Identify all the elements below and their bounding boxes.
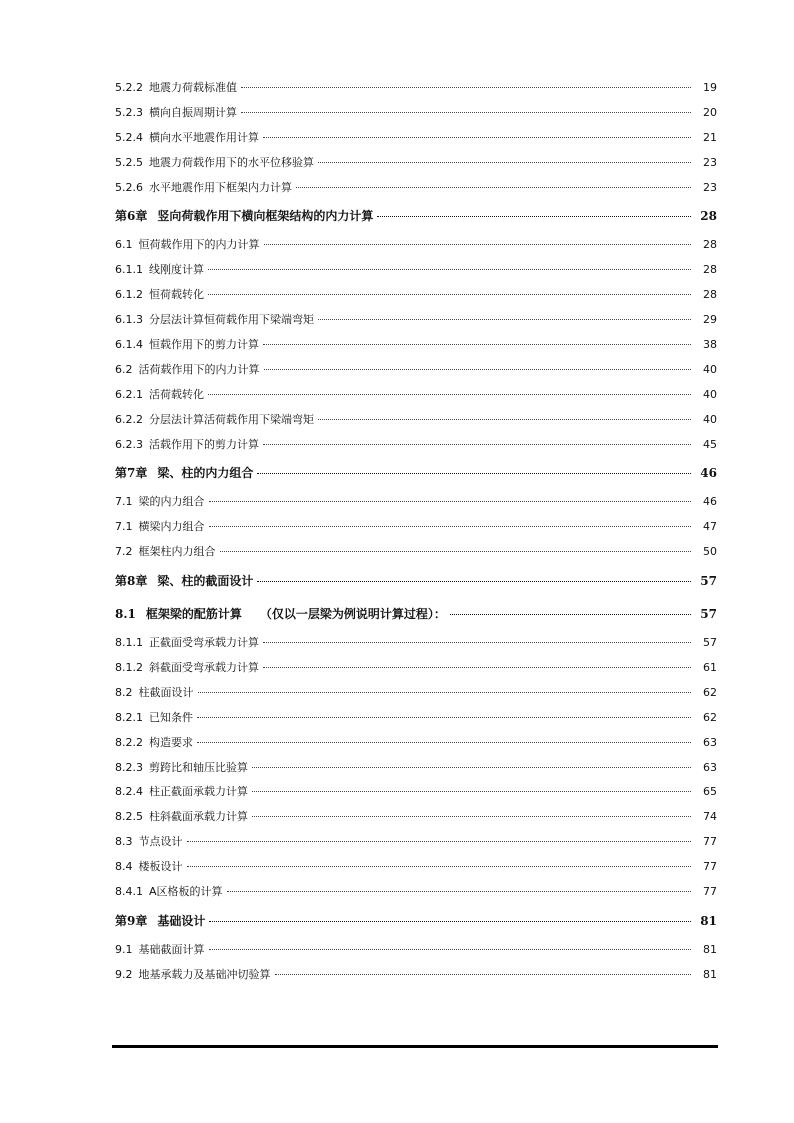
toc-chapter-entry[interactable] (115, 598, 717, 631)
toc-entry-number: 8.3 (115, 835, 133, 849)
toc-entry-page-number: 29 (703, 313, 717, 327)
toc-entry-title: 基础截面计算 (138, 942, 205, 956)
toc-entry-title: 梁的内力组合 (138, 495, 205, 509)
toc-entry-page-number: 77 (703, 885, 717, 899)
toc-entry-number: 8.2.5 (115, 810, 143, 824)
toc-entry-page-number: 20 (703, 105, 717, 119)
toc-section-entry[interactable] (115, 756, 717, 781)
toc-entry-page-number: 77 (703, 860, 717, 874)
toc-entry-number: 7.1 (115, 520, 133, 534)
toc-entry-title: 横梁内力组合 (138, 520, 205, 534)
toc-entry-title: 柱截面设计 (138, 685, 194, 699)
toc-dot-leader (227, 891, 691, 892)
toc-chapter-entry[interactable] (115, 457, 717, 490)
toc-entry-page-number: 40 (703, 412, 717, 426)
toc-entry-number: 6.2.3 (115, 437, 143, 451)
toc-entry-number: 8.2.1 (115, 710, 143, 724)
toc-entry-title: 地震力荷载标准值 (149, 81, 237, 94)
toc-entry-title: 分层法计算恒荷载作用下梁端弯矩 (149, 313, 314, 327)
toc-entry-number: 8.2 (115, 685, 133, 699)
toc-dot-leader (264, 369, 692, 370)
toc-entry-title: 构造要求 (149, 735, 193, 749)
toc-entry-title: 线刚度计算 (149, 263, 204, 277)
table-of-contents (115, 76, 717, 988)
toc-section-entry[interactable] (115, 126, 717, 151)
toc-section-entry[interactable] (115, 333, 717, 358)
toc-entry-title: 恒荷载作用下的内力计算 (138, 238, 260, 252)
toc-section-entry[interactable] (115, 681, 717, 706)
footer-rule (112, 1045, 718, 1048)
toc-dot-leader (197, 742, 691, 743)
toc-dot-leader (208, 294, 691, 295)
toc-dot-leader (208, 269, 691, 270)
toc-entry-title: 柱斜截面承载力计算 (149, 810, 248, 824)
toc-dot-leader (209, 921, 691, 922)
toc-entry-page-number: 40 (703, 387, 717, 401)
toc-entry-title: 楼板设计 (138, 860, 183, 874)
toc-section-entry[interactable] (115, 731, 717, 756)
toc-entry-number: 5.2.2 (115, 81, 143, 94)
toc-entry-number: 第6章 (115, 209, 148, 224)
toc-dot-leader (257, 581, 691, 582)
toc-entry-page-number: 77 (703, 835, 717, 849)
toc-entry-title: 活载作用下的剪力计算 (149, 437, 259, 451)
toc-entry-number: 6.1 (115, 238, 133, 252)
toc-dot-leader (209, 526, 692, 527)
toc-entry-title: 基础设计 (157, 913, 206, 928)
toc-entry-number: 8.4.1 (115, 885, 143, 899)
toc-entry-number: 8.4 (115, 860, 133, 874)
toc-entry-title: 框架柱内力组合 (138, 545, 216, 559)
toc-entry-title: 框架梁的配筋计算 （仅以一层梁为例说明计算过程）： (145, 607, 446, 622)
toc-entry-title: 竖向荷载作用下横向框架结构的内力计算 (157, 209, 374, 224)
toc-entry-number: 5.2.4 (115, 130, 143, 144)
toc-section-entry[interactable] (115, 308, 717, 333)
toc-section-entry[interactable] (115, 631, 717, 656)
toc-dot-leader (263, 137, 691, 138)
toc-entry-title: 横向水平地震作用计算 (149, 130, 259, 144)
toc-entry-number: 8.2.3 (115, 760, 143, 774)
toc-entry-page-number: 23 (703, 155, 717, 169)
toc-section-entry[interactable] (115, 408, 717, 433)
toc-section-entry[interactable] (115, 830, 717, 855)
toc-dot-leader (241, 87, 691, 88)
toc-entry-page-number: 38 (703, 338, 717, 352)
toc-entry-page-number: 28 (700, 209, 717, 224)
toc-entry-page-number: 62 (703, 685, 717, 699)
toc-entry-page-number: 61 (703, 661, 717, 675)
toc-entry-title: 恒载作用下的剪力计算 (149, 338, 259, 352)
toc-section-entry[interactable] (115, 283, 717, 308)
toc-dot-leader (252, 816, 691, 817)
toc-entry-number: 5.2.6 (115, 180, 143, 194)
toc-entry-number: 5.2.5 (115, 155, 143, 169)
toc-entry-title: 恒荷载转化 (149, 288, 204, 302)
toc-entry-number: 7.2 (115, 545, 133, 559)
toc-dot-leader (187, 866, 692, 867)
toc-entry-number: 8.2.2 (115, 735, 143, 749)
toc-section-entry[interactable] (115, 805, 717, 830)
toc-entry-page-number: 57 (700, 574, 717, 589)
toc-dot-leader (263, 344, 691, 345)
toc-entry-number: 8.1.2 (115, 661, 143, 675)
toc-dot-leader (252, 791, 691, 792)
toc-dot-leader (187, 841, 692, 842)
toc-entry-page-number: 28 (703, 238, 717, 252)
toc-entry-number: 8.1.1 (115, 636, 143, 650)
toc-entry-number: 第8章 (115, 574, 148, 589)
toc-section-entry[interactable] (115, 515, 717, 540)
toc-dot-leader (318, 319, 691, 320)
toc-entry-page-number: 81 (700, 913, 717, 928)
toc-section-entry[interactable] (115, 258, 717, 283)
toc-entry-number: 8.2.4 (115, 785, 143, 799)
toc-entry-title: 剪跨比和轴压比验算 (149, 760, 248, 774)
toc-entry-page-number: 28 (703, 288, 717, 302)
toc-section-entry[interactable] (115, 780, 717, 805)
toc-dot-leader (318, 419, 691, 420)
toc-entry-title: 地基承载力及基础冲切验算 (138, 967, 271, 981)
toc-section-entry[interactable] (115, 706, 717, 731)
toc-entry-title: 斜截面受弯承载力计算 (149, 661, 259, 675)
toc-section-entry[interactable] (115, 938, 717, 963)
toc-dot-leader (296, 187, 691, 188)
toc-entry-title: 正截面受弯承载力计算 (149, 636, 259, 650)
toc-dot-leader (263, 444, 691, 445)
toc-section-entry[interactable] (115, 358, 717, 383)
toc-entry-page-number: 28 (703, 263, 717, 277)
toc-entry-page-number: 63 (703, 760, 717, 774)
toc-entry-page-number: 57 (700, 607, 717, 622)
toc-chapter-entry[interactable] (115, 200, 717, 233)
toc-section-entry[interactable] (115, 656, 717, 681)
toc-section-entry[interactable] (115, 383, 717, 408)
toc-entry-number: 9.1 (115, 942, 133, 956)
toc-entry-title: 梁、柱的截面设计 (157, 574, 254, 589)
toc-dot-leader (197, 717, 691, 718)
toc-dot-leader (209, 501, 692, 502)
toc-entry-page-number: 47 (703, 520, 717, 534)
toc-entry-page-number: 19 (703, 81, 717, 94)
toc-dot-leader (241, 112, 691, 113)
toc-dot-leader (275, 974, 692, 975)
toc-entry-title: 活荷载作用下的内力计算 (138, 362, 260, 376)
toc-entry-page-number: 81 (703, 942, 717, 956)
toc-entry-page-number: 45 (703, 437, 717, 451)
toc-entry-title: 活荷载转化 (149, 387, 204, 401)
toc-entry-number: 6.2.2 (115, 412, 143, 426)
toc-entry-title: 分层法计算活荷载作用下梁端弯矩 (149, 412, 314, 426)
toc-entry-page-number: 62 (703, 710, 717, 724)
toc-entry-number: 9.2 (115, 967, 133, 981)
toc-entry-title: 横向自振周期计算 (149, 105, 237, 119)
toc-entry-page-number: 65 (703, 785, 717, 799)
toc-dot-leader (263, 667, 691, 668)
toc-entry-number: 6.1.3 (115, 313, 143, 327)
toc-entry-title: 地震力荷载作用下的水平位移验算 (149, 155, 314, 169)
toc-entry-title: 节点设计 (138, 835, 183, 849)
toc-dot-leader (220, 551, 692, 552)
toc-section-entry[interactable] (115, 101, 717, 126)
toc-entry-number: 6.1.4 (115, 338, 143, 352)
toc-entry-title: 梁、柱的内力组合 (157, 466, 254, 481)
toc-dot-leader (318, 162, 691, 163)
toc-entry-number: 第7章 (115, 466, 148, 481)
toc-entry-number: 6.2 (115, 362, 133, 376)
toc-entry-page-number: 63 (703, 735, 717, 749)
toc-section-entry[interactable] (115, 151, 717, 176)
toc-section-entry[interactable] (115, 76, 717, 101)
toc-chapter-entry[interactable] (115, 565, 717, 598)
toc-entry-page-number: 57 (703, 636, 717, 650)
toc-entry-title: A区格板的计算 (149, 885, 223, 899)
toc-section-entry[interactable] (115, 176, 717, 201)
toc-dot-leader (377, 216, 691, 217)
toc-entry-page-number: 74 (703, 810, 717, 824)
toc-entry-number: 7.1 (115, 495, 133, 509)
toc-dot-leader (263, 642, 691, 643)
toc-dot-leader (198, 692, 692, 693)
toc-dot-leader (257, 473, 691, 474)
toc-entry-number: 6.1.2 (115, 288, 143, 302)
toc-entry-number: 第9章 (115, 913, 148, 928)
toc-section-entry[interactable] (115, 540, 717, 565)
toc-dot-leader (252, 767, 691, 768)
toc-dot-leader (264, 244, 692, 245)
toc-entry-number: 5.2.3 (115, 105, 143, 119)
toc-entry-page-number: 21 (703, 130, 717, 144)
toc-section-entry[interactable] (115, 233, 717, 258)
toc-entry-title: 已知条件 (149, 710, 193, 724)
toc-entry-number: 6.2.1 (115, 387, 143, 401)
toc-section-entry[interactable] (115, 855, 717, 880)
toc-section-entry[interactable] (115, 490, 717, 515)
toc-dot-leader (208, 394, 691, 395)
toc-section-entry[interactable] (115, 433, 717, 458)
toc-entry-page-number: 23 (703, 180, 717, 194)
toc-entry-page-number: 81 (703, 967, 717, 981)
toc-entry-page-number: 46 (703, 495, 717, 509)
toc-chapter-entry[interactable] (115, 905, 717, 938)
toc-dot-leader (450, 614, 691, 615)
toc-entry-title: 柱正截面承载力计算 (149, 785, 248, 799)
toc-section-entry[interactable] (115, 963, 717, 988)
toc-entry-number: 6.1.1 (115, 263, 143, 277)
toc-dot-leader (209, 949, 692, 950)
toc-entry-title: 水平地震作用下框架内力计算 (149, 180, 292, 194)
toc-entry-number: 8.1 (115, 607, 136, 622)
toc-entry-page-number: 50 (703, 545, 717, 559)
toc-entry-page-number: 46 (700, 466, 717, 481)
toc-entry-page-number: 40 (703, 362, 717, 376)
toc-section-entry[interactable] (115, 880, 717, 905)
